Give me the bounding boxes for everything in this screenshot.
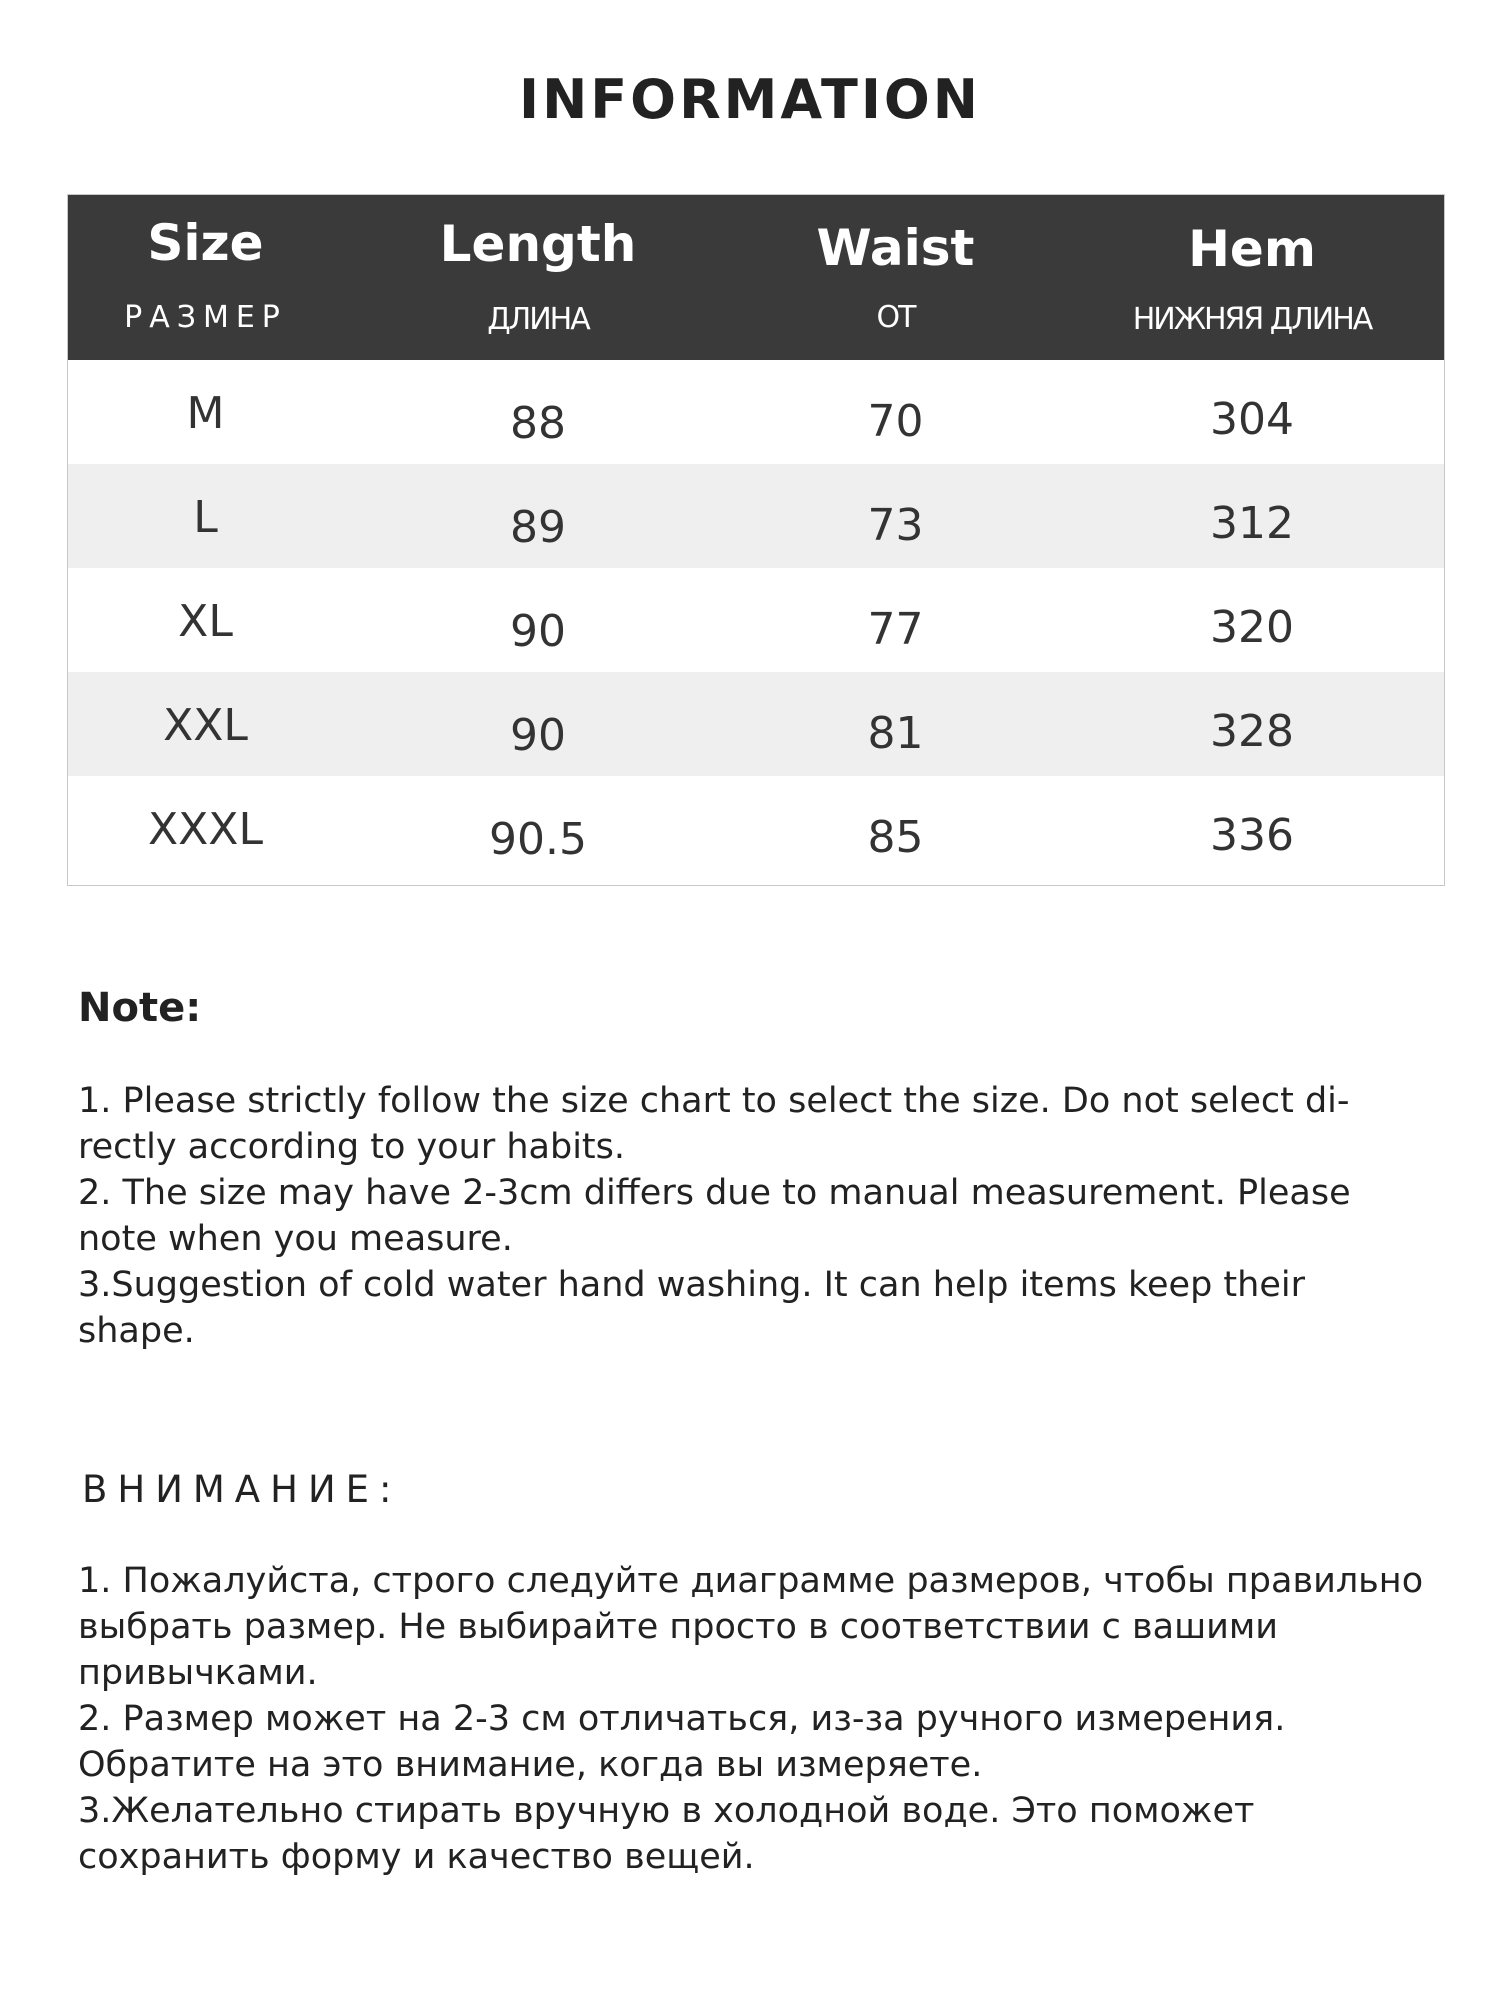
header-size-en: Size	[147, 214, 264, 272]
note-line: 2. The size may have 2-3cm differs due to manual measurement. Please	[78, 1173, 1351, 1213]
note-title: Note:	[78, 985, 202, 1031]
hem-value: 328	[1210, 706, 1294, 757]
ru-note-line: выбрать размер. Не выбирайте просто в соответствии с вашими	[78, 1607, 1279, 1647]
length-cell	[343, 672, 733, 776]
size-cell	[68, 672, 343, 776]
header-size-ru: РАЗМЕР	[124, 300, 287, 335]
note-line: note when you measure.	[78, 1219, 513, 1259]
ru-note-line: 2. Размер может на 2-3 см отличаться, из-за ручного измерения.	[78, 1699, 1286, 1739]
ru-note-title: ВНИМАНИЕ:	[82, 1468, 402, 1511]
note-line: 3.Suggestion of cold water hand washing. It can help items keep their	[78, 1265, 1305, 1305]
size-value: XXXL	[148, 804, 263, 855]
size-cell	[68, 568, 343, 672]
note-line: rectly according to your habits.	[78, 1127, 626, 1167]
length-value: 90.5	[489, 814, 587, 865]
size-cell	[68, 464, 343, 568]
length-value: 90	[510, 710, 566, 761]
header-size	[68, 195, 343, 360]
header-hem-ru: НИЖНЯЯ ДЛИНА	[1132, 302, 1372, 337]
header-waist-ru: ОТ	[876, 300, 915, 335]
hem-cell	[1058, 776, 1446, 885]
header-length	[343, 195, 733, 360]
header-length-en: Length	[439, 215, 637, 273]
header-length-ru: ДЛИНА	[487, 302, 589, 337]
table-row	[68, 568, 1444, 672]
waist-cell	[733, 464, 1058, 568]
header-waist	[733, 195, 1058, 360]
length-cell	[343, 568, 733, 672]
length-value: 89	[510, 502, 566, 553]
table-row	[68, 672, 1444, 776]
size-cell	[68, 776, 343, 885]
size-value: XXL	[163, 700, 248, 751]
length-cell	[343, 360, 733, 464]
size-value: L	[193, 492, 218, 543]
header-hem	[1058, 195, 1446, 360]
table-row	[68, 360, 1444, 464]
hem-cell	[1058, 360, 1446, 464]
hem-cell	[1058, 568, 1446, 672]
size-cell	[68, 360, 343, 464]
waist-value: 81	[867, 708, 924, 759]
length-cell	[343, 776, 733, 885]
header-waist-en: Waist	[816, 219, 975, 277]
size-value: XL	[178, 596, 233, 647]
waist-value: 85	[867, 812, 924, 863]
ru-note-line: привычками.	[78, 1653, 318, 1693]
hem-value: 304	[1210, 394, 1294, 445]
header-hem-en: Hem	[1188, 220, 1316, 278]
length-value: 88	[510, 398, 566, 449]
length-cell	[343, 464, 733, 568]
table-row	[68, 464, 1444, 568]
waist-cell	[733, 672, 1058, 776]
note-line: 1. Please strictly follow the size chart to select the size. Do not select di-	[78, 1081, 1350, 1121]
table-header-row	[68, 195, 1444, 360]
waist-cell	[733, 360, 1058, 464]
size-table	[67, 194, 1445, 886]
ru-note-line: сохранить форму и качество вещей.	[78, 1837, 755, 1877]
hem-cell	[1058, 464, 1446, 568]
table-row	[68, 776, 1444, 885]
waist-value: 70	[867, 396, 924, 447]
size-value: M	[186, 388, 225, 439]
page-title: INFORMATION	[518, 68, 982, 131]
ru-note-line: 1. Пожалуйста, строго следуйте диаграмме размеров, чтобы правильно	[78, 1561, 1424, 1601]
hem-value: 312	[1210, 498, 1294, 549]
waist-value: 73	[867, 500, 924, 551]
ru-note-line: 3.Желательно стирать вручную в холодной воде. Это поможет	[78, 1791, 1255, 1831]
hem-value: 320	[1210, 602, 1294, 653]
waist-cell	[733, 568, 1058, 672]
hem-value: 336	[1210, 810, 1294, 861]
note-text	[78, 1078, 1438, 1354]
waist-cell	[733, 776, 1058, 885]
length-value: 90	[510, 606, 566, 657]
ru-note-line: Обратите на это внимание, когда вы измеряете.	[78, 1745, 983, 1785]
ru-note-text	[78, 1558, 1438, 1880]
hem-cell	[1058, 672, 1446, 776]
waist-value: 77	[867, 604, 924, 655]
note-line: shape.	[78, 1311, 195, 1351]
